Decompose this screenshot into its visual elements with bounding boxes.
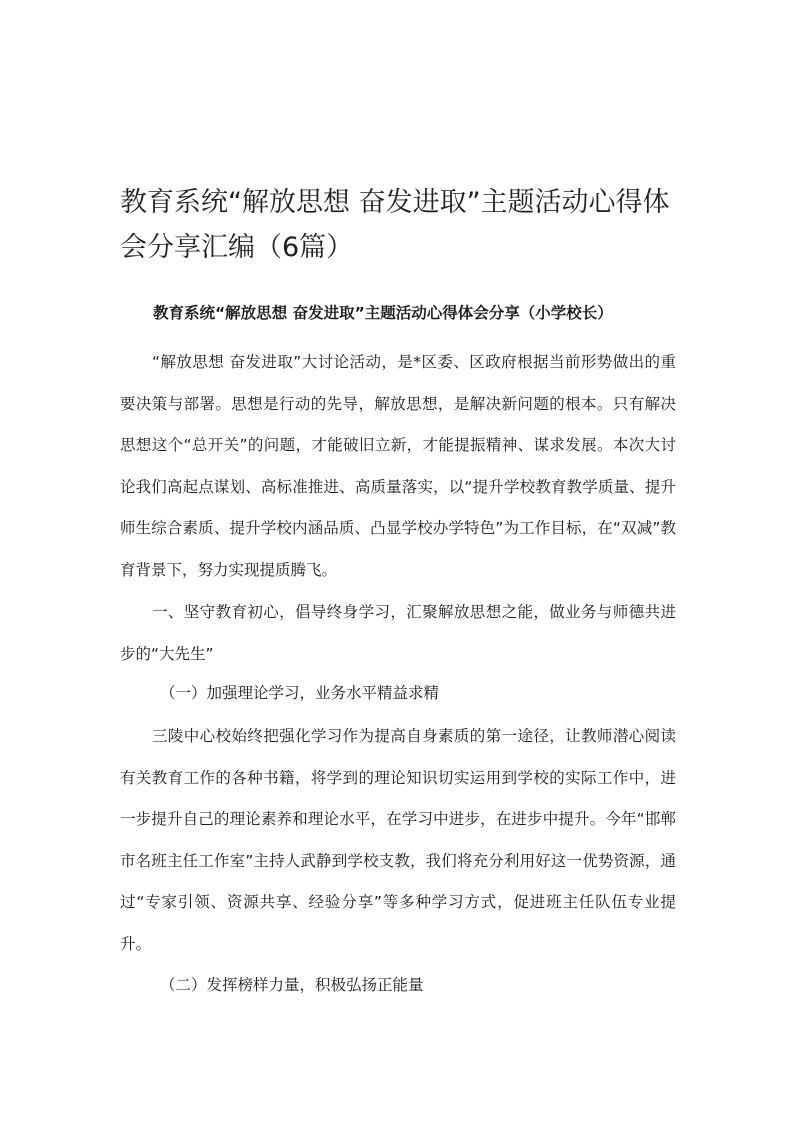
section-one-paragraph: 一、坚守教育初心，倡导终身学习，汇聚解放思想之能，做业务与师德共进步的“大先生” [120, 603, 676, 663]
section-title: 教育系统“解放思想 奋发进取”主题活动心得体会分享（小学校长） [153, 304, 613, 322]
intro-paragraph: “解放思想 奋发进取”大讨论活动，是*区委、区政府根据当前形势做出的重要决策与部署。思想是行动的先导，解放思想，是解决新问题的根本。只有解决思想这个“总开关”的问题，才能破旧立新，才能提振精神、谋求发展。本次大讨论我们高起点谋划、高标准推进、高质量落实，以“提升学校教育教学质量、提升师生综合素质、提升学校内涵品质、凸显学校办学特色”为工作目标，在“双减”教育背景下，努力实现提质腾飞。 [120, 353, 676, 579]
subheading-one: （一）加强理论学习，业务水平精益求精 [160, 684, 440, 702]
study-paragraph: 三陵中心校始终把强化学习作为提高自身素质的第一途径，让教师潜心阅读有关教育工作的各种书籍，将学到的理论知识切实运用到学校的实际工作中，进一步提升自己的理论素养和理论水平，在学习中进步，在进步中提升。今年“邯郸市名班主任工作室”主持人武静到学校支教，我们将充分利用好这一优势资源，通过“专家引领、资源共享、经验分享”等多种学习方式，促进班主任队伍专业提升。 [120, 727, 676, 953]
document-title: 教育系统“解放思想 奋发进取”主题活动心得体会分享汇编（6篇） [120, 187, 670, 263]
subheading-two: （二）发挥榜样力量，积极弘扬正能量 [160, 976, 424, 994]
